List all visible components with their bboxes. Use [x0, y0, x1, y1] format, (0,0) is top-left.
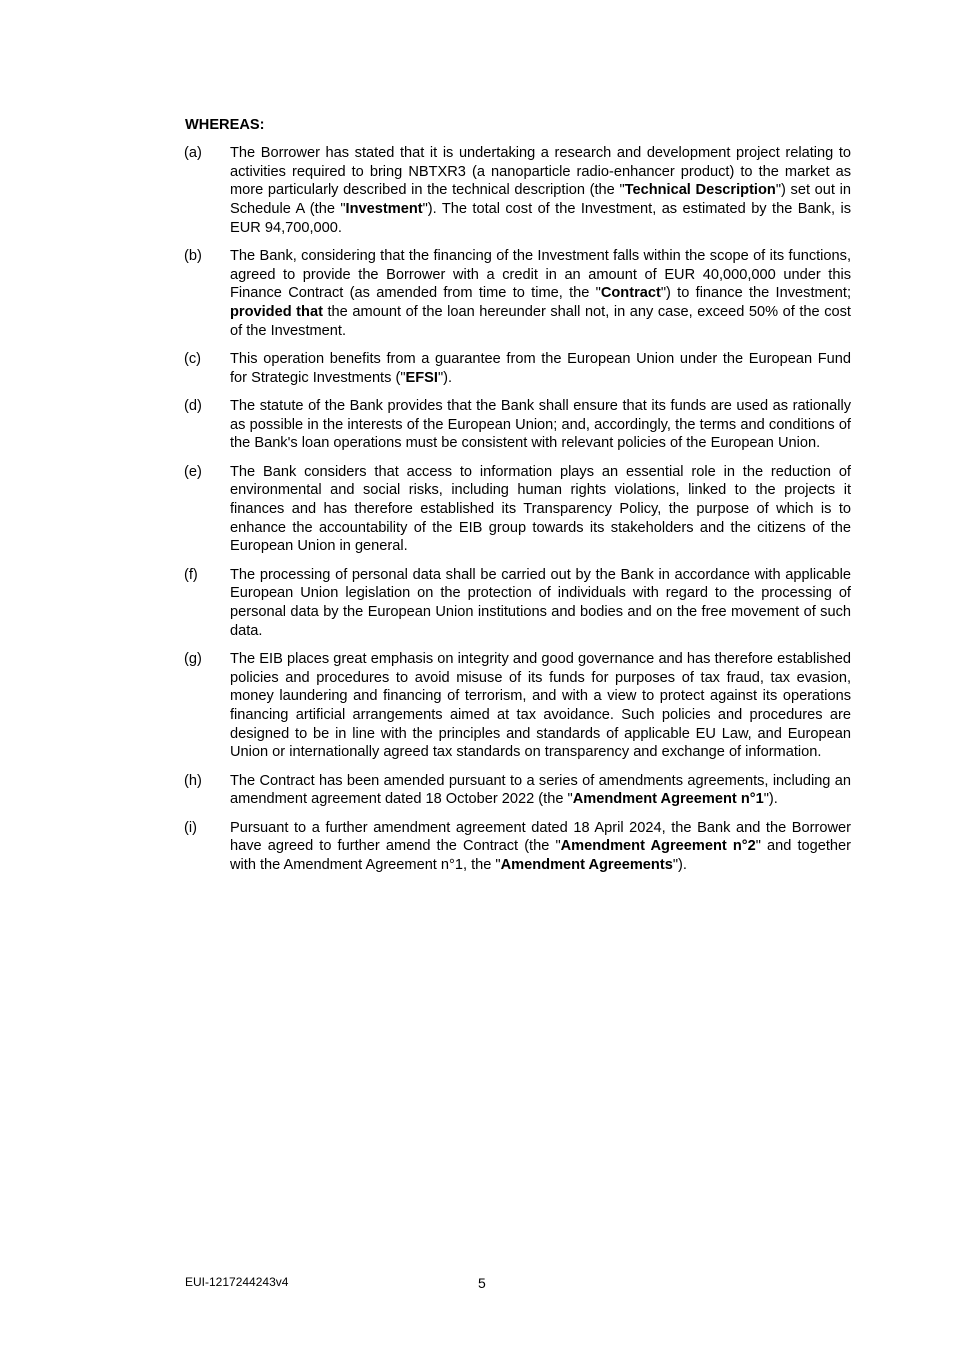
defined-term: Amendment Agreement n°2 [560, 838, 756, 855]
clause-text [230, 463, 851, 557]
clause-text-run: The Contract has been amended pursuant to a series of amendments agreements, including an amendment agreement dated 18 October 2022 (the " [230, 772, 851, 808]
clause-text-run: " and together with the Amendment Agreement n°1, the " [230, 838, 851, 873]
clause-text [230, 397, 851, 453]
clause-label: (a) [184, 145, 202, 161]
recital-clause [184, 566, 851, 641]
defined-term: Amendment Agreement n°1 [572, 791, 764, 808]
clause-text [230, 144, 851, 238]
clause-text-run: The EIB places great emphasis on integrity and good governance and has therefore established policies and procedures to avoid misuse of its funds for purposes of tax fraud, tax evasion, money laundering and financing of terrorism, and with a view to protect against its operations financing artificial arrangements aimed at tax avoidance. Such policies and procedures are designed to be in line with the principles and standards of applicable EU Law, and European Union or internationally agreed tax standards on transparency and exchange of information. [230, 650, 851, 761]
clause-label: (b) [184, 248, 202, 265]
clause-label: (g) [184, 650, 202, 667]
clause-text-run: the amount of the loan hereunder shall not, in any case, exceed 50% of the cost of the Investment. [230, 304, 851, 339]
recital-clause [184, 144, 851, 238]
clause-text-run: The Bank considers that access to information plays an essential role in the reduction of environmental and social risks, including human rights violations, linked to the projects it finances and has therefore established its Transparency Policy, the purpose of which is to enhance the accountability of the EIB group towards its stakeholders and the citizens of the European Union in general. [230, 463, 851, 555]
recital-clause [184, 650, 851, 762]
recital-clause [184, 397, 851, 453]
defined-term: Technical Description [624, 182, 776, 199]
whereas-heading: WHEREAS: [185, 117, 265, 133]
clause-label: (f) [184, 566, 198, 583]
clause-text-run: ") to finance the Investment; [660, 285, 851, 302]
clause-text-run: Pursuant to a further amendment agreement dated 18 April 2024, the Bank and the Borrower have agreed to further amend the Contract (the " [230, 819, 851, 855]
clause-text-run: The statute of the Bank provides that the Bank shall ensure that its funds are used as rationally as possible in the interests of the European Union; and, accordingly, the terms and conditions of the Bank's loan operations must be consistent with relevant policies of the European Union. [230, 397, 851, 452]
clause-text-run: "). [672, 856, 687, 873]
page-number: 5 [478, 1275, 486, 1291]
clause-text [230, 247, 851, 341]
clause-text [230, 566, 851, 641]
clause-text-run: ") set out in Schedule A (the " [230, 182, 851, 218]
clause-text-run: The Bank, considering that the financing of the Investment falls within the scope of its functions, agreed to provide the Borrower with a credit in an amount of EUR 40,000,000 under this Finance Contract (as amended from time to time, the " [230, 248, 851, 302]
clause-text-run: The processing of personal data shall be carried out by the Bank in accordance with applicable European Union legislation on the protection of individuals with regard to the processing of personal data by the European Union institutions and bodies and on the free movement of such data. [230, 566, 851, 639]
recital-clause [184, 350, 851, 387]
clause-label: (d) [184, 397, 202, 414]
recitals-list [184, 144, 851, 884]
clause-text [230, 650, 851, 762]
clause-label: (h) [184, 772, 202, 789]
clause-text-run: "). The total cost of the Investment, as estimated by the Bank, is EUR 94,700,000. [230, 201, 851, 236]
recital-clause [184, 819, 851, 875]
clause-label: (e) [184, 463, 202, 480]
clause-text-run: The Borrower has stated that it is undertaking a research and development project relating to activities required to bring NBTXR3 (a nanoparticle radio-enhancer product) to the market as more particularly described in the technical description (the " [230, 145, 851, 199]
clause-text [230, 350, 851, 387]
recital-clause [184, 247, 851, 341]
clause-text [230, 772, 851, 809]
defined-term: Investment [345, 201, 423, 218]
defined-term: Contract [600, 285, 661, 302]
clause-text-run: This operation benefits from a guarantee from the European Union under the European Fund for Strategic Investments (" [230, 351, 851, 386]
clause-label: (c) [184, 351, 202, 368]
clause-label: (i) [184, 819, 197, 836]
clause-text-run: "). [437, 369, 453, 386]
clause-text [230, 819, 851, 875]
recital-clause [184, 463, 851, 557]
document-reference: EUI-1217244243v4 [185, 1275, 289, 1289]
recital-clause [184, 772, 851, 809]
clause-text-run: "). [763, 791, 778, 808]
defined-term: provided that [230, 304, 323, 321]
defined-term: EFSI [405, 369, 438, 386]
defined-term: Amendment Agreements [500, 856, 673, 873]
